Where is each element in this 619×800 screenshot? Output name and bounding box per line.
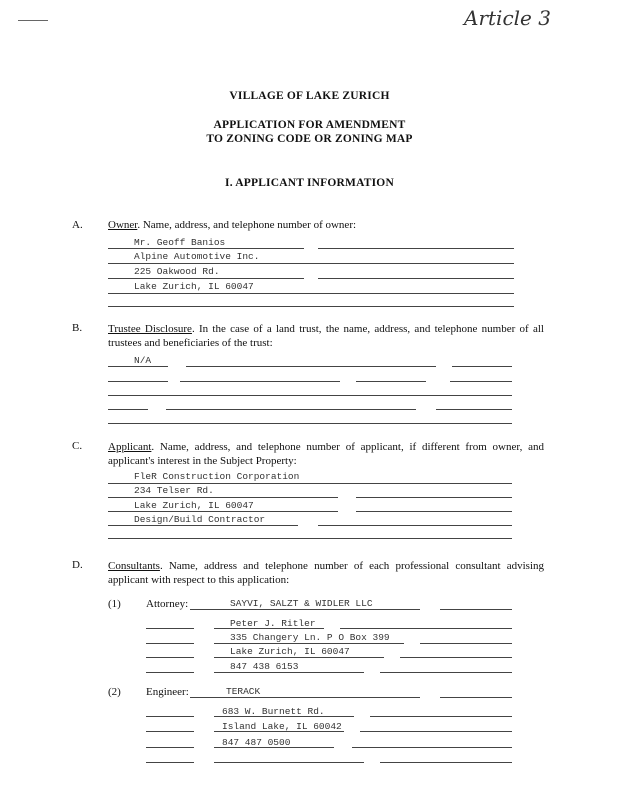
engineer-city: Island Lake, IL 60042 bbox=[222, 721, 342, 732]
engineer-number: (2) bbox=[108, 686, 121, 698]
owner-city: Lake Zurich, IL 60047 bbox=[134, 281, 254, 292]
owner-line bbox=[108, 248, 304, 249]
owner-line bbox=[108, 306, 514, 307]
applicant-label: Applicant bbox=[108, 441, 152, 453]
owner-company: Alpine Automotive Inc. bbox=[134, 251, 260, 262]
applicant-street: 234 Telser Rd. bbox=[134, 485, 214, 496]
engineer-line bbox=[352, 747, 512, 748]
engineer-line bbox=[214, 747, 334, 748]
attorney-line bbox=[380, 672, 512, 673]
section-a-heading bbox=[108, 219, 356, 231]
attorney-line bbox=[214, 672, 364, 673]
attorney-street: 335 Changery Ln. P O Box 399 bbox=[230, 632, 390, 643]
attorney-line bbox=[440, 609, 512, 610]
trustee-line bbox=[436, 409, 512, 410]
applicant-line bbox=[108, 483, 512, 484]
trustee-line bbox=[356, 381, 426, 382]
attorney-firm: SAYVI, SALZT & WIDLER LLC bbox=[230, 598, 373, 609]
attorney-line bbox=[146, 657, 194, 658]
engineer-line bbox=[214, 731, 344, 732]
owner-name: Mr. Geoff Banios bbox=[134, 237, 226, 248]
trustee-line bbox=[108, 409, 148, 410]
engineer-line bbox=[146, 716, 194, 717]
applicant-prompt: . Name, address, and telephone number of applicant, if different from owner, and applicant's interest in the Subject Property: bbox=[108, 441, 544, 467]
attorney-label: Attorney: bbox=[146, 598, 189, 610]
engineer-line bbox=[214, 716, 354, 717]
trustee-line bbox=[450, 381, 512, 382]
consultants-label: Consultants bbox=[108, 560, 160, 572]
attorney-line bbox=[190, 609, 420, 610]
owner-prompt: . Name, address, and telephone number of owner: bbox=[137, 219, 357, 231]
section-d-letter: D. bbox=[72, 559, 83, 571]
engineer-line bbox=[190, 697, 420, 698]
village-title: VILLAGE OF LAKE ZURICH bbox=[229, 90, 390, 102]
applicant-line bbox=[356, 511, 512, 512]
section-c-letter: C. bbox=[72, 440, 83, 452]
trustee-line bbox=[108, 381, 168, 382]
consultants-prompt: . Name, address and telephone number of each professional consultant advising applicant with respect to this application: bbox=[108, 560, 544, 586]
handwritten-note: Article 3 bbox=[464, 6, 551, 30]
engineer-label: Engineer: bbox=[146, 686, 189, 698]
applicant-line bbox=[108, 511, 338, 512]
applicant-line bbox=[318, 525, 512, 526]
trustee-entry: N/A bbox=[134, 355, 152, 366]
attorney-name: Peter J. Ritler bbox=[230, 618, 316, 629]
trustee-line bbox=[186, 366, 436, 367]
form-title-line-1: APPLICATION FOR AMENDMENT bbox=[213, 119, 406, 131]
applicant-line bbox=[108, 538, 512, 539]
engineer-line bbox=[146, 747, 194, 748]
attorney-line bbox=[400, 657, 512, 658]
owner-line bbox=[108, 278, 304, 279]
attorney-city: Lake Zurich, IL 60047 bbox=[230, 646, 350, 657]
engineer-line bbox=[214, 762, 364, 763]
section-d-heading bbox=[108, 559, 544, 587]
engineer-line bbox=[146, 762, 194, 763]
section-heading: I. APPLICANT INFORMATION bbox=[225, 177, 394, 189]
applicant-company: FleR Construction Corporation bbox=[134, 471, 300, 482]
attorney-line bbox=[214, 657, 384, 658]
owner-line bbox=[108, 263, 514, 264]
section-c-heading bbox=[108, 440, 544, 468]
trustee-line bbox=[108, 423, 512, 424]
attorney-line bbox=[214, 628, 324, 629]
applicant-interest: Design/Build Contractor bbox=[134, 514, 266, 525]
trustee-line bbox=[452, 366, 512, 367]
attorney-line bbox=[214, 643, 404, 644]
trustee-prompt: . In the case of a land trust, the name, address, and telephone number of all trustees and beneficiaries of the trust: bbox=[108, 323, 544, 349]
engineer-line bbox=[370, 716, 512, 717]
section-a-letter: A. bbox=[72, 219, 83, 231]
owner-label: Owner bbox=[108, 219, 138, 231]
applicant-line bbox=[356, 497, 512, 498]
attorney-phone: 847 438 6153 bbox=[230, 661, 299, 672]
attorney-line bbox=[340, 628, 512, 629]
attorney-line bbox=[146, 628, 194, 629]
engineer-line bbox=[360, 731, 512, 732]
attorney-line bbox=[146, 643, 194, 644]
owner-line bbox=[318, 248, 514, 249]
trustee-line bbox=[180, 381, 340, 382]
section-b-letter: B. bbox=[72, 322, 83, 334]
attorney-line bbox=[146, 672, 194, 673]
engineer-line bbox=[380, 762, 512, 763]
owner-line bbox=[108, 293, 514, 294]
margin-mark bbox=[18, 20, 48, 21]
engineer-phone: 847 487 0500 bbox=[222, 737, 291, 748]
engineer-line bbox=[146, 731, 194, 732]
applicant-line bbox=[108, 497, 338, 498]
applicant-line bbox=[108, 525, 298, 526]
owner-street: 225 Oakwood Rd. bbox=[134, 266, 220, 277]
section-b-heading bbox=[108, 322, 544, 350]
engineer-firm: TERACK bbox=[226, 686, 261, 697]
trustee-line bbox=[108, 366, 168, 367]
engineer-street: 683 W. Burnett Rd. bbox=[222, 706, 325, 717]
trustee-label: Trustee Disclosure bbox=[108, 323, 192, 335]
trustee-line bbox=[166, 409, 416, 410]
attorney-line bbox=[420, 643, 512, 644]
applicant-city: Lake Zurich, IL 60047 bbox=[134, 500, 254, 511]
owner-line bbox=[318, 278, 514, 279]
form-title-line-2: TO ZONING CODE OR ZONING MAP bbox=[206, 133, 413, 145]
trustee-line bbox=[108, 395, 512, 396]
engineer-line bbox=[440, 697, 512, 698]
attorney-number: (1) bbox=[108, 598, 121, 610]
